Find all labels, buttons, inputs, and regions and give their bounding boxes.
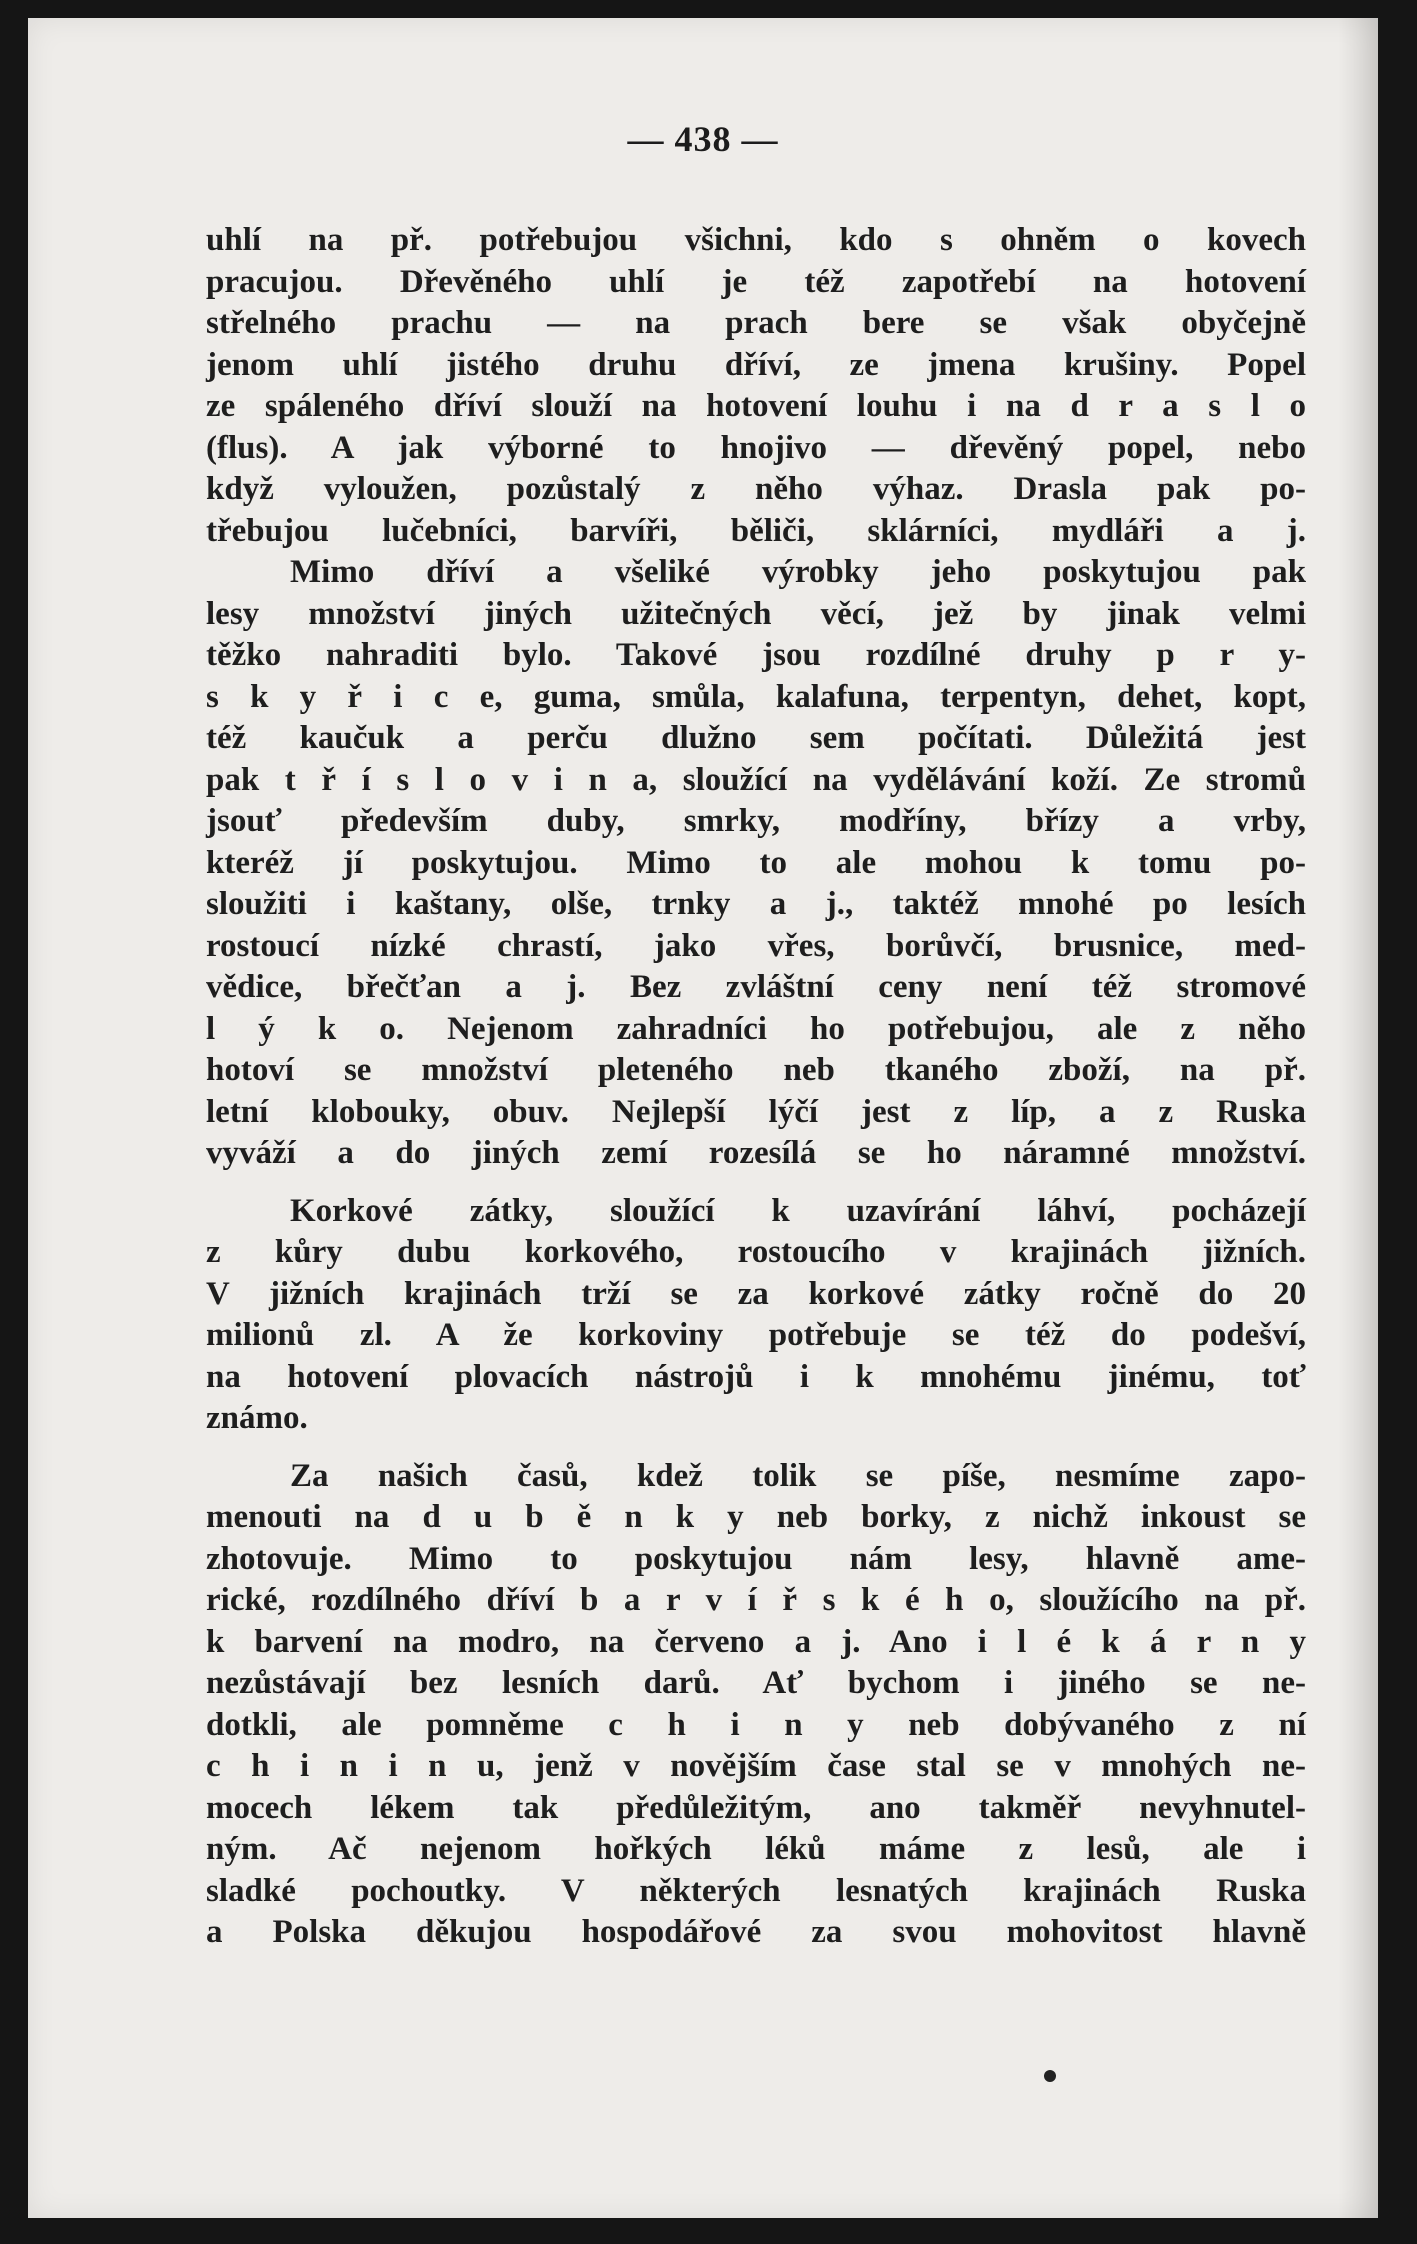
text-line: ze spáleného dříví slouží na hotovení louhu i na d r a s l o bbox=[206, 388, 1306, 424]
text-line: z kůry dubu korkového, rostoucího v krajinách jižních. bbox=[206, 1234, 1306, 1270]
text-line: kteréž jí poskytujou. Mimo to ale mohou k tomu po- bbox=[206, 844, 1306, 881]
text-line: Za našich časů, kdež tolik se píše, nesmíme zapo- bbox=[290, 1457, 1306, 1494]
paragraph-4 bbox=[206, 1456, 1306, 1954]
paragraph-1 bbox=[206, 220, 1306, 552]
text-line: též kaučuk a perču dlužno sem počítati. Důležitá jest bbox=[206, 720, 1306, 756]
text-line: letní klobouky, obuv. Nejlepší lýčí jest z líp, a z Ruska bbox=[206, 1093, 1306, 1130]
text-line: pak t ř í s l o v i n a, sloužící na vydělávání koží. Ze stromů bbox=[206, 761, 1306, 798]
text-line: sladké pochoutky. V některých lesnatých krajinách Ruska bbox=[206, 1872, 1306, 1909]
page-edge-shadow bbox=[1338, 18, 1378, 2218]
text-line: lesy množství jiných užitečných věcí, jež by jinak velmi bbox=[206, 595, 1306, 632]
paragraph-3 bbox=[206, 1191, 1306, 1440]
text-line: jenom uhlí jistého druhu dříví, ze jmena krušiny. Popel bbox=[206, 346, 1306, 383]
text-line: mocech lékem tak předůležitým, ano takměř nevyhnutel- bbox=[206, 1789, 1306, 1826]
text-line: známo. bbox=[206, 1400, 308, 1436]
text-line: rické, rozdílného dříví b a r v í ř s k é h o, sloužícího na př. bbox=[206, 1582, 1306, 1618]
book-page bbox=[28, 18, 1378, 2218]
text-line: s k y ř i c e, guma, smůla, kalafuna, terpentyn, dehet, kopt, bbox=[206, 678, 1306, 715]
text-line: vyváží a do jiných zemí rozesílá se ho náramné množství. bbox=[206, 1135, 1306, 1171]
text-line: sloužiti i kaštany, olše, trnky a j., taktéž mnohé po lesích bbox=[206, 886, 1306, 922]
text-line: na hotovení plovacích nástrojů i k mnohému jinému, toť bbox=[206, 1358, 1306, 1395]
text-line: střelného prachu — na prach bere se však obyčejně bbox=[206, 305, 1306, 341]
text-line: jsouť především duby, smrky, modříny, břízy a vrby, bbox=[206, 803, 1306, 839]
ink-dot bbox=[1044, 2070, 1056, 2082]
text-line: nezůstávají bez lesních darů. Ať bychom i jiného se ne- bbox=[206, 1665, 1306, 1701]
text-line: ným. Ač nejenom hořkých léků máme z lesů, ale i bbox=[206, 1831, 1306, 1867]
text-line: Mimo dříví a všeliké výrobky jeho poskytujou pak bbox=[290, 554, 1306, 590]
text-line: milionů zl. A že korkoviny potřebuje se též do podešví, bbox=[206, 1317, 1306, 1353]
text-line: rostoucí nízké chrastí, jako vřes, borůvčí, brusnice, med- bbox=[206, 927, 1306, 964]
text-line: Korkové zátky, sloužící k uzavírání láhví, pocházejí bbox=[290, 1192, 1306, 1229]
text-line: l ý k o. Nejenom zahradníci ho potřebujou, ale z něho bbox=[206, 1010, 1306, 1047]
page-number: — 438 — bbox=[627, 119, 779, 159]
text-line: pracujou. Dřevěného uhlí je též zapotřebí na hotovení bbox=[206, 263, 1306, 300]
paragraph-gap bbox=[206, 1440, 1306, 1456]
text-line: když vyloužen, pozůstalý z něho výhaz. Drasla pak po- bbox=[206, 471, 1306, 507]
text-line: menouti na d u b ě n k y neb borky, z nichž inkoust se bbox=[206, 1499, 1306, 1535]
text-line: V jižních krajinách trží se za korkové zátky ročně do 20 bbox=[206, 1275, 1306, 1312]
text-line: (flus). A jak výborné to hnojivo — dřevěný popel, nebo bbox=[206, 429, 1306, 466]
text-line: vědice, břečťan a j. Bez zvláštní ceny není též stromové bbox=[206, 969, 1306, 1005]
text-line: těžko nahraditi bylo. Takové jsou rozdílné druhy p r y- bbox=[206, 637, 1306, 673]
page-text bbox=[206, 220, 1306, 1954]
text-line: uhlí na př. potřebujou všichni, kdo s ohněm o kovech bbox=[206, 222, 1306, 258]
paragraph-gap bbox=[206, 1175, 1306, 1191]
text-line: dotkli, ale pomněme c h i n y neb dobývaného z ní bbox=[206, 1706, 1306, 1743]
text-line: c h i n i n u, jenž v novějším čase stal se v mnohých ne- bbox=[206, 1748, 1306, 1784]
text-line: a Polska děkujou hospodářové za svou mohovitost hlavně bbox=[206, 1914, 1306, 1950]
text-line: hotoví se množství pleteného neb tkaného zboží, na př. bbox=[206, 1052, 1306, 1088]
text-line: zhotovuje. Mimo to poskytujou nám lesy, hlavně ame- bbox=[206, 1540, 1306, 1577]
text-line: k barvení na modro, na červeno a j. Ano i l é k á r n y bbox=[206, 1623, 1306, 1660]
text-line: třebujou lučebníci, barvíři, běliči, sklárníci, mydláři a j. bbox=[206, 512, 1306, 549]
paragraph-2 bbox=[206, 552, 1306, 1175]
